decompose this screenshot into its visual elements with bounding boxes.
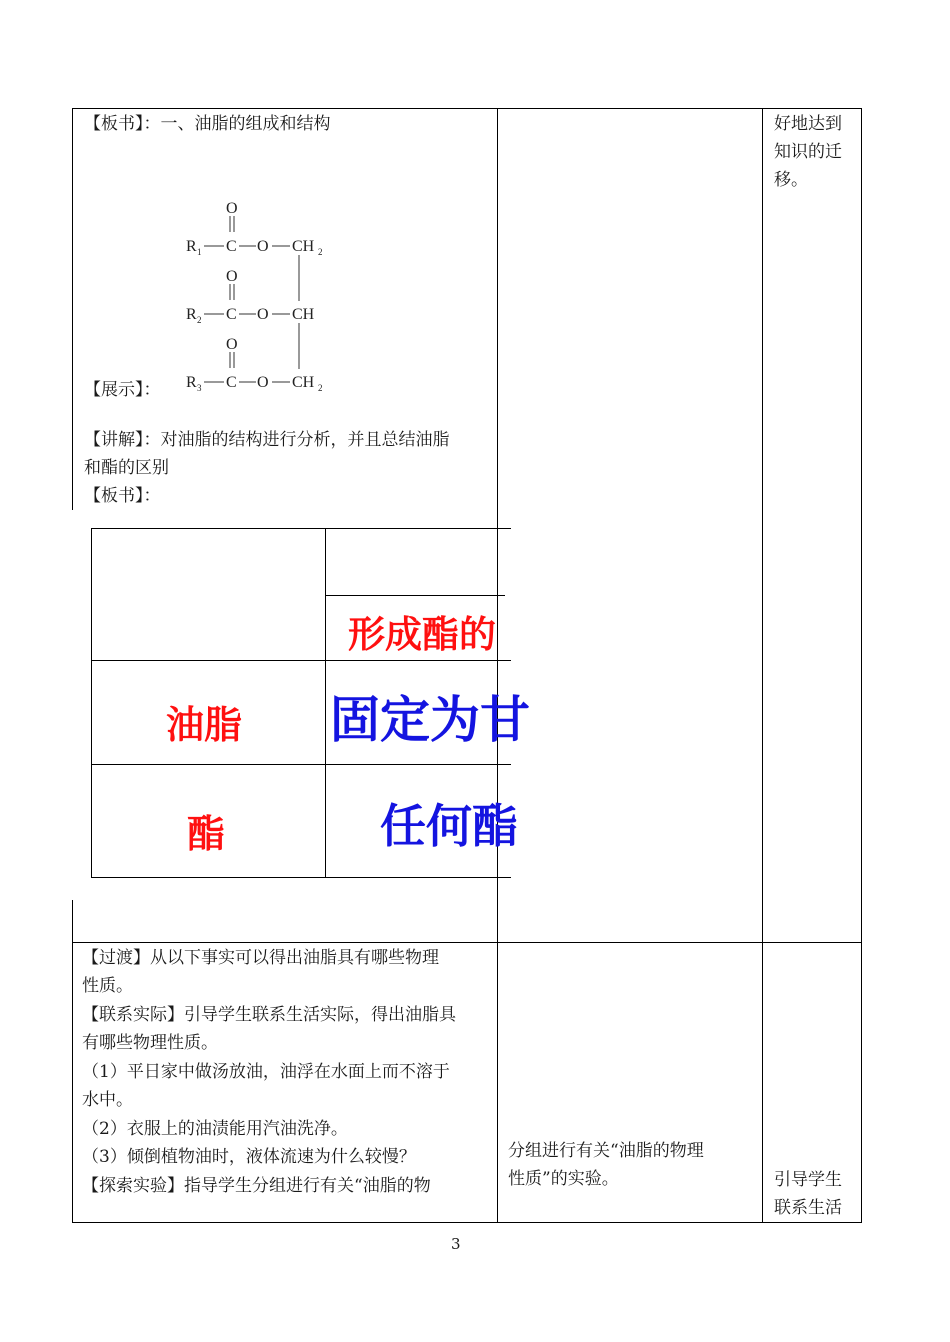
methylene: CH xyxy=(292,238,315,255)
row-label-fat: 油脂 xyxy=(166,703,243,747)
right-note-line-2: 知识的迁 xyxy=(774,142,842,162)
column-divider-2 xyxy=(762,108,763,1223)
svg-text:R: R xyxy=(186,306,197,323)
carbon: C xyxy=(226,238,237,255)
ester-description: 任何酯 xyxy=(380,799,518,853)
experiment-line: 【探索实验】指导学生分组进行有关“油脂的物 xyxy=(82,1176,431,1196)
svg-text:O: O xyxy=(226,268,238,285)
page-number: 3 xyxy=(451,1235,461,1253)
show-label: 【展示】： xyxy=(84,380,161,400)
svg-text:O: O xyxy=(226,336,238,353)
svg-text:O: O xyxy=(257,374,269,391)
comparison-table-image xyxy=(72,510,530,900)
fact-2: （2）衣服上的油渍能用汽油洗净。 xyxy=(82,1119,348,1139)
transition-line-1: 【过渡】从以下事实可以得出油脂具有哪些物理 xyxy=(82,948,439,968)
row-label-ester: 酯 xyxy=(187,812,226,856)
svg-text:2: 2 xyxy=(318,247,323,257)
r-group: R xyxy=(186,238,197,255)
svg-text:2: 2 xyxy=(197,315,202,325)
svg-text:O: O xyxy=(257,306,269,323)
fact-1-line-2: 水中。 xyxy=(82,1090,133,1110)
svg-text:CH: CH xyxy=(292,374,315,391)
table-top-border xyxy=(72,108,862,109)
board-label: 【板书】： xyxy=(84,486,161,506)
svg-text:2: 2 xyxy=(318,383,323,393)
board-heading: 【板书】：一、油脂的组成和结构 xyxy=(84,114,331,134)
column-divider-1 xyxy=(497,108,498,1223)
row-divider xyxy=(72,942,862,943)
intent-line-1: 引导学生 xyxy=(774,1170,842,1190)
transition-line-2: 性质。 xyxy=(82,976,133,996)
svg-text:C: C xyxy=(226,306,237,323)
triglyceride-structure xyxy=(180,195,370,395)
svg-text:C: C xyxy=(226,374,237,391)
fact-3: （3）倾倒植物油时，液体流速为什么较慢？ xyxy=(82,1147,416,1167)
student-activity-line-1: 分组进行有关“油脂的物理 xyxy=(508,1141,704,1161)
svg-text:3: 3 xyxy=(197,383,202,393)
right-note-line-1: 好地达到 xyxy=(774,114,842,134)
ester-oxygen: O xyxy=(257,238,269,255)
header-ester-formation: 形成酯的 xyxy=(348,613,496,656)
right-note-line-3: 移。 xyxy=(774,170,808,190)
explain-line-2: 和酯的区别 xyxy=(84,458,169,478)
student-activity-line-2: 性质”的实验。 xyxy=(508,1169,619,1189)
table-right-border xyxy=(861,108,862,1223)
fact-1-line-1: （1）平日家中做汤放油，油浮在水面上而不溶于 xyxy=(82,1062,450,1082)
svg-text:1: 1 xyxy=(197,247,202,257)
intent-line-2: 联系生活 xyxy=(774,1198,842,1218)
svg-text:R: R xyxy=(186,374,197,391)
methine: CH xyxy=(292,306,315,323)
carbonyl-oxygen: O xyxy=(226,200,238,217)
practice-line-1: 【联系实际】引导学生联系生活实际，得出油脂具 xyxy=(82,1005,456,1025)
fat-description: 固定为甘 xyxy=(330,691,530,749)
table-bottom-border xyxy=(72,1222,862,1223)
practice-line-2: 有哪些物理性质。 xyxy=(82,1033,218,1053)
explain-line-1: 【讲解】：对油脂的结构进行分析，并且总结油脂 xyxy=(84,430,450,450)
